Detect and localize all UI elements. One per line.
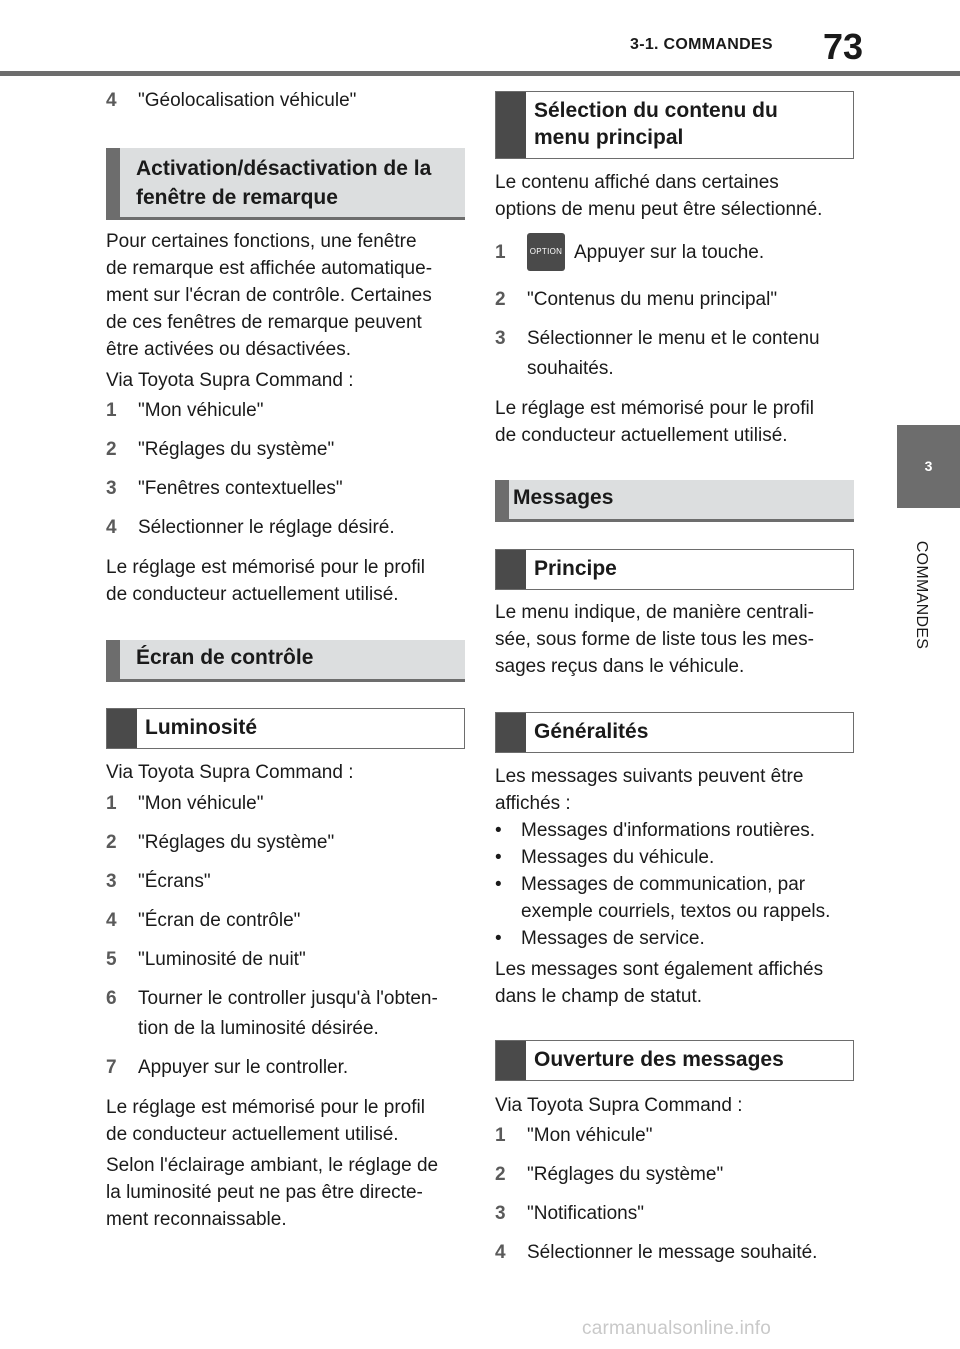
step-text: "Notifications" <box>527 1203 644 1224</box>
subheading-selection <box>495 91 854 159</box>
step-number: 3 <box>106 478 117 499</box>
heading-activation <box>106 148 465 220</box>
subheading-text: Principe <box>534 557 617 580</box>
step-text: Tourner le controller jusqu'à l'obten- <box>138 988 438 1009</box>
step-number: 4 <box>106 517 117 538</box>
step-number: 7 <box>106 1057 117 1078</box>
step-number: 2 <box>106 832 117 853</box>
step-text: "Réglages du système" <box>138 439 335 460</box>
step-text: "Mon véhicule" <box>138 793 264 814</box>
step-number: 5 <box>106 949 117 970</box>
para-line: Le menu indique, de manière centrali- <box>495 602 814 623</box>
step-number: 1 <box>106 793 117 814</box>
heading-messages <box>495 480 854 522</box>
para-line: de conducteur actuellement utilisé. <box>106 1124 399 1145</box>
step-text: Sélectionner le réglage désiré. <box>138 517 395 538</box>
para-line: sages reçus dans le véhicule. <box>495 656 745 677</box>
subheading-line: menu principal <box>534 126 684 149</box>
via-text: Via Toyota Supra Command : <box>495 1095 743 1116</box>
bullet-text: Messages de communication, par <box>521 874 806 895</box>
bullet-text-cont: exemple courriels, textos ou rappels. <box>521 901 831 922</box>
subheading-line: Sélection du contenu du <box>534 99 778 122</box>
bullet-mark: • <box>495 820 502 841</box>
step-text: "Géolocalisation véhicule" <box>138 90 357 111</box>
para-line: dans le champ de statut. <box>495 986 703 1007</box>
subheading-generalites <box>495 712 854 753</box>
para-line: ment sur l'écran de contrôle. Certaines <box>106 285 432 306</box>
step-text: "Écran de contrôle" <box>138 910 301 931</box>
step-text-cont: souhaités. <box>527 358 614 379</box>
subheading-principe <box>495 549 854 590</box>
heading-line: Messages <box>513 486 614 509</box>
step-number: 2 <box>495 289 506 310</box>
step-number: 3 <box>495 1203 506 1224</box>
para-line: Selon l'éclairage ambiant, le réglage de <box>106 1155 439 1176</box>
step-number: 3 <box>495 328 506 349</box>
step-text-cont: tion de la luminosité désirée. <box>138 1018 379 1039</box>
via-text: Via Toyota Supra Command : <box>106 762 354 783</box>
para-line: de ces fenêtres de remarque peuvent <box>106 312 422 333</box>
page-number: 73 <box>823 26 864 67</box>
subheading-text: Ouverture des messages <box>534 1048 784 1071</box>
step-number: 1 <box>495 1125 506 1146</box>
subheading-luminosite <box>106 708 465 749</box>
step-number: 2 <box>106 439 117 460</box>
watermark: carmanualsonline.info <box>582 1318 772 1339</box>
para-line: options de menu peut être sélectionné. <box>495 199 823 220</box>
via-text: Via Toyota Supra Command : <box>106 370 354 391</box>
step-text: "Mon véhicule" <box>527 1125 653 1146</box>
step-text: "Mon véhicule" <box>138 400 264 421</box>
step-number: 2 <box>495 1164 506 1185</box>
para-line: être activées ou désactivées. <box>106 339 352 360</box>
step-text: "Réglages du système" <box>527 1164 724 1185</box>
para-line: Le réglage est mémorisé pour le profil <box>106 1097 425 1118</box>
step-text: "Réglages du système" <box>138 832 335 853</box>
para-line: Le contenu affiché dans certaines <box>495 172 779 193</box>
step-number: 3 <box>106 871 117 892</box>
step-number: 4 <box>106 910 117 931</box>
para-line: de remarque est affichée automatique- <box>106 258 433 279</box>
section-title: 3-1. COMMANDES <box>630 36 773 53</box>
heading-line: Écran de contrôle <box>136 646 314 669</box>
para-line: Le réglage est mémorisé pour le profil <box>495 398 814 419</box>
para-line: ment reconnaissable. <box>106 1209 287 1230</box>
heading-line: fenêtre de remarque <box>136 186 338 209</box>
bullet-mark: • <box>495 874 502 895</box>
subheading-ouverture <box>495 1040 854 1081</box>
para-line: Les messages sont également affichés <box>495 959 824 980</box>
step-text: Sélectionner le menu et le contenu <box>527 328 820 349</box>
bullet-mark: • <box>495 847 502 868</box>
para-line: sée, sous forme de liste tous les mes- <box>495 629 814 650</box>
step-text: "Contenus du menu principal" <box>527 289 778 310</box>
para-line: la luminosité peut ne pas être directe- <box>106 1182 423 1203</box>
step-text: "Luminosité de nuit" <box>138 949 306 970</box>
step-text: "Écrans" <box>138 871 211 892</box>
step-number: 1 <box>495 242 506 263</box>
header-rule <box>0 71 960 76</box>
para-line: Le réglage est mémorisé pour le profil <box>106 557 425 578</box>
subheading-text: Généralités <box>534 720 649 743</box>
subheading-text: Luminosité <box>145 716 258 739</box>
step-number: 4 <box>495 1242 506 1263</box>
chapter-label <box>894 520 948 670</box>
step-number: 4 <box>106 90 117 111</box>
para-line: Pour certaines fonctions, une fenêtre <box>106 231 417 252</box>
chapter-tab: 3 <box>897 425 960 508</box>
step-text: Appuyer sur le controller. <box>138 1057 349 1078</box>
bullet-text: Messages d'informations routières. <box>521 820 816 841</box>
step-text: "Fenêtres contextuelles" <box>138 478 343 499</box>
step-text: Appuyer sur la touche. <box>574 242 765 263</box>
bullet-text: Messages de service. <box>521 928 705 949</box>
para-line: de conducteur actuellement utilisé. <box>106 584 399 605</box>
chapter-label-text: COMMANDES <box>913 540 930 650</box>
para-line: affichés : <box>495 793 571 814</box>
option-button-icon: OPTION <box>527 233 565 271</box>
step-number: 1 <box>106 400 117 421</box>
heading-line: Activation/désactivation de la <box>136 157 432 180</box>
step-number: 6 <box>106 988 117 1009</box>
heading-ecran <box>106 640 465 682</box>
para-line: de conducteur actuellement utilisé. <box>495 425 788 446</box>
step-text: Sélectionner le message souhaité. <box>527 1242 818 1263</box>
bullet-mark: • <box>495 928 502 949</box>
para-line: Les messages suivants peuvent être <box>495 766 804 787</box>
bullet-text: Messages du véhicule. <box>521 847 715 868</box>
